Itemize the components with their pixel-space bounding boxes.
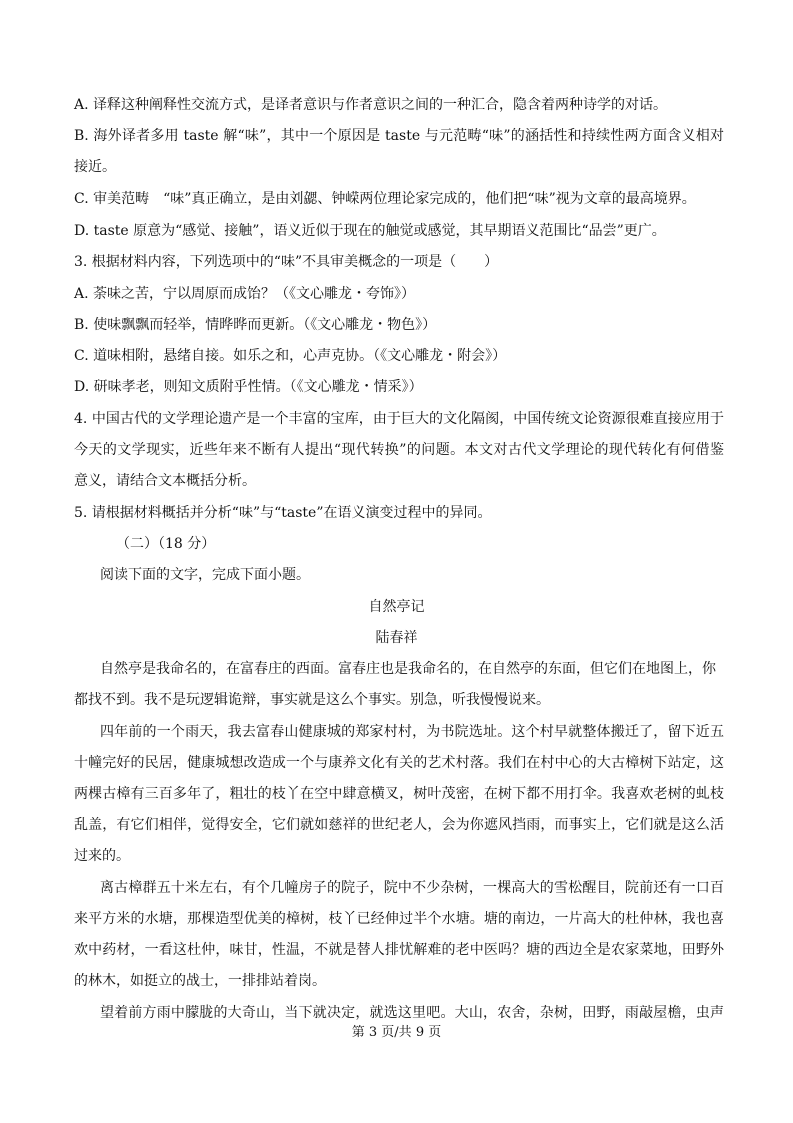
article-title: 自然亭记 (368, 599, 425, 615)
q3-option-a: A. 荼味之苦，宁以周原而成饴？（《文心雕龙・夸饰》） (74, 286, 416, 302)
q2-option-b-cont: 接近。 (74, 159, 116, 175)
article-paragraph-3-line-3: 欢中药材，一看这杜仲，味甘，性温，不就是替人排忧解难的老中医吗？塘的西边全是农家菜地，田野外 (74, 942, 724, 958)
q4-line-2: 今天的文学现实，近些年来不断有人提出“现代转换”的问题。本文对古代文学理论的现代转化有何借鉴 (74, 442, 724, 458)
q2-option-a: A. 译释这种阐释性交流方式，是译者意识与作者意识之间的一种汇合，隐含着两种诗学的对话。 (74, 97, 668, 113)
article-paragraph-1-line-2: 都找不到。我不是玩逻辑诡辩，事实就是这么个事实。别急，听我慢慢说来。 (74, 692, 550, 708)
q2-option-b: B. 海外译者多用 taste 解“味”，其中一个原因是 taste 与元范畴“味”的涵括性和持续性两方面含义相对 (74, 128, 724, 144)
article-paragraph-3-line-2: 来平方米的水塘，那棵造型优美的樟树，枝丫已经伸过半个水塘。塘的南边，一片高大的杜仲林，我也喜 (74, 911, 724, 927)
page-number: 第 3 页/共 9 页 (351, 1025, 442, 1040)
q3-stem: 3. 根据材料内容，下列选项中的“味”不具审美概念的一项是（ ） (74, 254, 499, 270)
article-author: 陆春祥 (375, 630, 418, 646)
article-paragraph-2-line-4: 乱盖，有它们相伴，觉得安全，它们就如慈祥的世纪老人，会为你遮风挡雨，而事实上，它们就是这么活 (74, 817, 724, 833)
article-paragraph-3-line-4: 的林木，如挺立的战士，一排排站着岗。 (74, 973, 326, 989)
article-paragraph-4-line-1: 望着前方雨中朦胧的大奇山，当下就决定，就选这里吧。大山，农舍，杂树，田野，雨敲屋檐，虫声 (100, 1005, 724, 1021)
q3-option-c: C. 道味相附，悬绪自接。如乐之和，心声克协。（《文心雕龙・附会》） (74, 348, 507, 364)
section-heading: （二）（18 分） (116, 536, 216, 552)
article-paragraph-2-line-3: 两棵古樟有三百多年了，粗壮的枝丫在空中肆意横叉，树叶茂密，在树下都不用打伞。我喜欢老树的虬枝 (74, 786, 724, 802)
article-paragraph-2-line-5: 过来的。 (74, 848, 130, 864)
article-paragraph-1-line-1: 自然亭是我命名的，在富春庄的西面。富春庄也是我命名的，在自然亭的东面，但它们在地图上，你 (100, 661, 716, 677)
reading-instruction: 阅读下面的文字，完成下面小题。 (100, 567, 310, 583)
q3-option-b: B. 使味飘飘而轻举，情晔晔而更新。（《文心雕龙・物色》） (74, 317, 437, 333)
q4-line-3: 意义，请结合文本概括分析。 (74, 473, 256, 489)
q4-line-1: 4. 中国古代的文学理论遗产是一个丰富的宝库，由于巨大的文化隔阂，中国传统文论资源很难直接应用于 (74, 411, 724, 427)
q3-option-d: D. 研味孝老，则知文质附乎性情。（《文心雕龙・情采》） (74, 379, 423, 395)
article-paragraph-2-line-2: 十幢完好的民居，健康城想改造成一个与康养文化有关的艺术村落。我们在村中心的大古樟树下站定，这 (74, 755, 724, 771)
q5-stem: 5. 请根据材料概括并分析“味”与“taste”在语义演变过程中的异同。 (74, 505, 492, 521)
article-paragraph-3-line-1: 离古樟群五十米左右，有个几幢房子的院子，院中不少杂树，一棵高大的雪松醒目，院前还有一口百 (100, 880, 724, 896)
q2-option-d: D. taste 原意为“感觉、接触”，语义近似于现在的触觉或感觉，其早期语义范围比“品尝”更广。 (74, 223, 666, 239)
article-paragraph-2-line-1: 四年前的一个雨天，我去富春山健康城的郑家村村，为书院选址。这个村早就整体搬迁了，留下近五 (100, 724, 724, 740)
q2-option-c: C. 审美范畴 “味”真正确立，是由刘勰、钟嵘两位理论家完成的，他们把“味”视为文章的最高境界。 (74, 191, 696, 207)
